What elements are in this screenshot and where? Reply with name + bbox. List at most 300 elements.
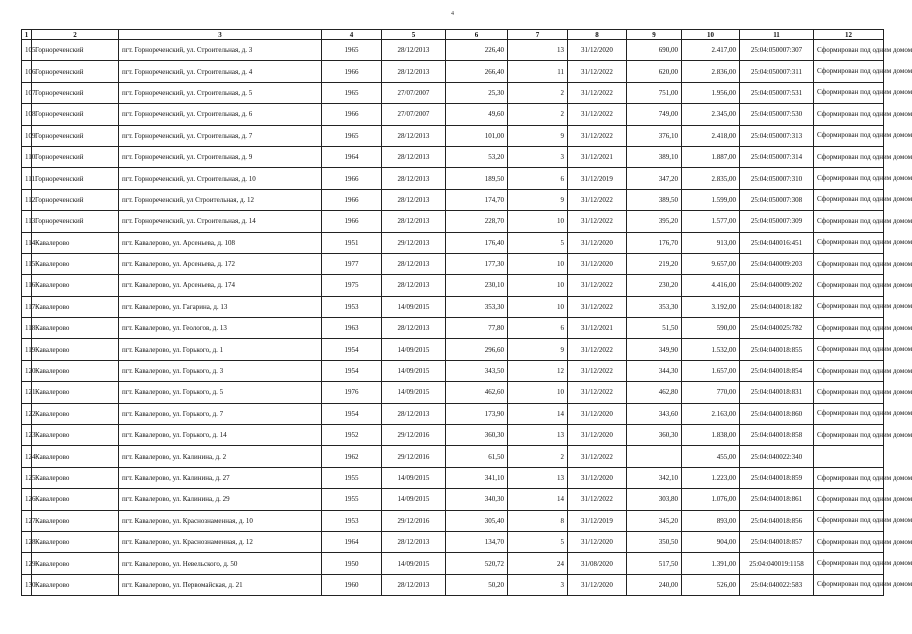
table-row [22, 82, 884, 103]
column-header-3: 3 [119, 30, 322, 40]
cell-area-2: 389,50 [627, 189, 682, 210]
cell-address: пгт. Кавалерово, ул. Краснознаменная, д. 10 [119, 510, 322, 531]
cell-residents: 3 [508, 574, 568, 595]
cell-row-number: 114 [22, 232, 32, 253]
cell-deadline: 31/12/2022 [568, 82, 627, 103]
cell-address: пгт. Горнореченский, ул. Строительная, д. 9 [119, 146, 322, 167]
cell-area-2: 347,20 [627, 168, 682, 189]
cell-area: 173,90 [446, 403, 508, 424]
cell-note: Сформирован под одним домом [814, 489, 884, 510]
cell-cadastral-number: 25:04:050007:531 [740, 82, 814, 103]
cell-residents: 5 [508, 531, 568, 552]
cell-area: 61,50 [446, 446, 508, 467]
cell-reg-date: 14/09/2015 [382, 360, 446, 381]
cell-address: пгт. Кавалерово, ул. Горького, д. 7 [119, 403, 322, 424]
cell-note: Сформирован под одним домом [814, 339, 884, 360]
cell-cadastral-number: 25:04:040009:202 [740, 275, 814, 296]
column-header-11: 11 [740, 30, 814, 40]
cell-area-2: 240,00 [627, 574, 682, 595]
cell-land-area: 1.577,00 [682, 211, 740, 232]
cell-address: пгт. Кавалерово, ул. Краснознаменная, д. 12 [119, 531, 322, 552]
table-row [22, 61, 884, 82]
cell-reg-date: 28/12/2013 [382, 403, 446, 424]
cell-residents: 9 [508, 189, 568, 210]
cell-land-area: 2.163,00 [682, 403, 740, 424]
cell-year-built: 1963 [322, 318, 382, 339]
cell-deadline: 31/12/2020 [568, 425, 627, 446]
cell-address: пгт. Кавалерово, ул. Арсеньева, д. 172 [119, 253, 322, 274]
cell-settlement: Кавалерово [32, 296, 119, 317]
cell-year-built: 1950 [322, 553, 382, 574]
cell-year-built: 1964 [322, 146, 382, 167]
cell-land-area: 1.599,00 [682, 189, 740, 210]
cell-land-area: 4.416,00 [682, 275, 740, 296]
cell-address: пгт. Горнореченский, ул. Строительная, д. 7 [119, 125, 322, 146]
cell-reg-date: 14/09/2015 [382, 339, 446, 360]
column-header-5: 5 [382, 30, 446, 40]
cell-year-built: 1951 [322, 232, 382, 253]
cell-cadastral-number: 25:04:050007:311 [740, 61, 814, 82]
cell-area-2: 344,30 [627, 360, 682, 381]
cell-land-area: 2.417,00 [682, 40, 740, 61]
cell-land-area: 590,00 [682, 318, 740, 339]
cell-row-number: 106 [22, 61, 32, 82]
cell-note: Сформирован под одним домом [814, 189, 884, 210]
cell-year-built: 1953 [322, 510, 382, 531]
cell-address: пгт. Кавалерово, ул. Калинина, д. 27 [119, 467, 322, 488]
cell-address: пгт. Кавалерово, ул. Геологов, д. 13 [119, 318, 322, 339]
cell-cadastral-number: 25:04:040025:782 [740, 318, 814, 339]
cell-deadline: 31/12/2022 [568, 125, 627, 146]
cell-reg-date: 27/07/2007 [382, 82, 446, 103]
cell-area: 462,60 [446, 382, 508, 403]
cell-row-number: 123 [22, 425, 32, 446]
cell-reg-date: 28/12/2013 [382, 531, 446, 552]
cell-year-built: 1964 [322, 531, 382, 552]
column-header-4: 4 [322, 30, 382, 40]
cell-reg-date: 28/12/2013 [382, 189, 446, 210]
cell-year-built: 1954 [322, 403, 382, 424]
cell-year-built: 1975 [322, 275, 382, 296]
cell-cadastral-number: 25:04:050007:530 [740, 104, 814, 125]
cell-cadastral-number: 25:04:040018:856 [740, 510, 814, 531]
column-header-1: 1 [22, 30, 32, 40]
cell-area-2: 690,00 [627, 40, 682, 61]
cell-cadastral-number: 25:04:050007:309 [740, 211, 814, 232]
cell-reg-date: 28/12/2013 [382, 275, 446, 296]
cell-land-area: 3.192,00 [682, 296, 740, 317]
cell-reg-date: 14/09/2015 [382, 489, 446, 510]
cell-reg-date: 28/12/2013 [382, 211, 446, 232]
cell-settlement: Кавалерово [32, 382, 119, 403]
cell-land-area: 1.076,00 [682, 489, 740, 510]
cell-land-area: 1.532,00 [682, 339, 740, 360]
cell-address: пгт. Горнореченский, ул. Строительная, д. 6 [119, 104, 322, 125]
cell-settlement: Кавалерово [32, 232, 119, 253]
cell-cadastral-number: 25:04:040018:859 [740, 467, 814, 488]
cell-deadline: 31/12/2020 [568, 467, 627, 488]
cell-area-2: 176,70 [627, 232, 682, 253]
cell-reg-date: 28/12/2013 [382, 253, 446, 274]
table-row [22, 168, 884, 189]
column-header-2: 2 [32, 30, 119, 40]
register-table [21, 29, 912, 596]
cell-address: пгт. Кавалерово, ул. Калинина, д. 2 [119, 446, 322, 467]
cell-note: Сформирован под одним домом [814, 104, 884, 125]
cell-year-built: 1965 [322, 125, 382, 146]
cell-land-area: 526,00 [682, 574, 740, 595]
cell-residents: 8 [508, 510, 568, 531]
cell-area-2: 360,30 [627, 425, 682, 446]
cell-area: 353,30 [446, 296, 508, 317]
cell-area-2: 349,90 [627, 339, 682, 360]
cell-note: Сформирован под одним домом [814, 360, 884, 381]
cell-year-built: 1976 [322, 382, 382, 403]
cell-settlement: Кавалерово [32, 425, 119, 446]
cell-row-number: 127 [22, 510, 32, 531]
cell-year-built: 1960 [322, 574, 382, 595]
cell-land-area: 770,00 [682, 382, 740, 403]
cell-row-number: 108 [22, 104, 32, 125]
cell-land-area: 913,00 [682, 232, 740, 253]
cell-year-built: 1962 [322, 446, 382, 467]
table-row [22, 446, 884, 467]
cell-year-built: 1954 [322, 360, 382, 381]
table-row [22, 296, 884, 317]
cell-land-area: 1.223,00 [682, 467, 740, 488]
cell-land-area: 1.838,00 [682, 425, 740, 446]
cell-cadastral-number: 25:04:040016:451 [740, 232, 814, 253]
cell-residents: 5 [508, 232, 568, 253]
cell-deadline: 31/12/2020 [568, 531, 627, 552]
cell-year-built: 1955 [322, 489, 382, 510]
table-row [22, 553, 884, 574]
cell-note: Сформирован под одним домом [814, 531, 884, 552]
table-row [22, 125, 884, 146]
table-row [22, 531, 884, 552]
cell-deadline: 31/12/2022 [568, 104, 627, 125]
cell-area: 520,72 [446, 553, 508, 574]
cell-address: пгт. Горнореченский, ул. Строительная, д. 14 [119, 211, 322, 232]
cell-note: Сформирован под одним домом [814, 168, 884, 189]
cell-address: пгт. Кавалерово, ул. Первомайская, д. 21 [119, 574, 322, 595]
cell-settlement: Кавалерово [32, 489, 119, 510]
cell-year-built: 1966 [322, 168, 382, 189]
cell-area-2: 389,10 [627, 146, 682, 167]
cell-deadline: 31/12/2022 [568, 446, 627, 467]
cell-address: пгт. Кавалерово, ул. Невельского, д. 50 [119, 553, 322, 574]
cell-settlement: Горнореченский [32, 189, 119, 210]
table-row [22, 489, 884, 510]
cell-deadline: 31/12/2022 [568, 489, 627, 510]
cell-area-2: 230,20 [627, 275, 682, 296]
cell-deadline: 31/12/2022 [568, 360, 627, 381]
cell-address: пгт. Горнореченский, ул. Строительная, д. 10 [119, 168, 322, 189]
cell-note: Сформирован под одним домом [814, 61, 884, 82]
cell-row-number: 130 [22, 574, 32, 595]
cell-reg-date: 29/12/2013 [382, 232, 446, 253]
cell-land-area: 1.956,00 [682, 82, 740, 103]
cell-area: 134,70 [446, 531, 508, 552]
cell-deadline: 31/12/2022 [568, 382, 627, 403]
cell-cadastral-number: 25:04:040018:182 [740, 296, 814, 317]
cell-residents: 9 [508, 339, 568, 360]
cell-area: 53,20 [446, 146, 508, 167]
cell-deadline: 31/08/2020 [568, 553, 627, 574]
cell-area-2: 342,10 [627, 467, 682, 488]
cell-note: Сформирован под одним домом [814, 40, 884, 61]
cell-year-built: 1955 [322, 467, 382, 488]
cell-note: Сформирован под одним домом [814, 574, 884, 595]
cell-area-2: 462,80 [627, 382, 682, 403]
cell-land-area: 2.418,00 [682, 125, 740, 146]
cell-area: 226,40 [446, 40, 508, 61]
cell-cadastral-number: 25:04:050007:308 [740, 189, 814, 210]
cell-deadline: 31/12/2020 [568, 232, 627, 253]
cell-address: пгт. Кавалерово, ул. Горького, д. 14 [119, 425, 322, 446]
table-row [22, 318, 884, 339]
cell-land-area: 904,00 [682, 531, 740, 552]
cell-cadastral-number: 25:04:040018:831 [740, 382, 814, 403]
cell-year-built: 1966 [322, 61, 382, 82]
cell-area: 228,70 [446, 211, 508, 232]
cell-residents: 13 [508, 425, 568, 446]
cell-cadastral-number: 25:04:040018:858 [740, 425, 814, 446]
cell-note: Сформирован под одним домом [814, 425, 884, 446]
cell-settlement: Кавалерово [32, 403, 119, 424]
cell-area-2: 620,00 [627, 61, 682, 82]
cell-area: 343,50 [446, 360, 508, 381]
cell-residents: 3 [508, 146, 568, 167]
cell-settlement: Кавалерово [32, 318, 119, 339]
cell-note: Сформирован под одним домом [814, 382, 884, 403]
table-row [22, 40, 884, 61]
cell-residents: 12 [508, 360, 568, 381]
cell-row-number: 118 [22, 318, 32, 339]
cell-area-2: 219,20 [627, 253, 682, 274]
cell-area: 341,10 [446, 467, 508, 488]
cell-area-2: 376,10 [627, 125, 682, 146]
cell-residents: 14 [508, 489, 568, 510]
cell-settlement: Горнореченский [32, 61, 119, 82]
cell-address: пгт. Кавалерово, ул. Горького, д. 5 [119, 382, 322, 403]
table-row [22, 104, 884, 125]
cell-area: 50,20 [446, 574, 508, 595]
cell-row-number: 128 [22, 531, 32, 552]
cell-residents: 10 [508, 296, 568, 317]
cell-reg-date: 29/12/2016 [382, 446, 446, 467]
cell-area-2 [627, 446, 682, 467]
cell-area: 101,00 [446, 125, 508, 146]
cell-cadastral-number: 25:04:040022:340 [740, 446, 814, 467]
cell-residents: 10 [508, 253, 568, 274]
cell-area: 305,40 [446, 510, 508, 531]
cell-year-built: 1966 [322, 211, 382, 232]
cell-reg-date: 28/12/2013 [382, 125, 446, 146]
cell-row-number: 124 [22, 446, 32, 467]
cell-note: Сформирован под одним домом [814, 296, 884, 317]
cell-settlement: Кавалерово [32, 339, 119, 360]
cell-cadastral-number: 25:04:040019:1158 [740, 553, 814, 574]
cell-deadline: 31/12/2020 [568, 403, 627, 424]
cell-row-number: 126 [22, 489, 32, 510]
cell-row-number: 111 [22, 168, 32, 189]
cell-settlement: Кавалерово [32, 574, 119, 595]
cell-reg-date: 14/09/2015 [382, 382, 446, 403]
cell-area: 360,30 [446, 425, 508, 446]
cell-land-area: 893,00 [682, 510, 740, 531]
cell-area: 49,60 [446, 104, 508, 125]
cell-reg-date: 29/12/2016 [382, 510, 446, 531]
cell-area: 177,30 [446, 253, 508, 274]
cell-land-area: 1.657,00 [682, 360, 740, 381]
cell-year-built: 1966 [322, 189, 382, 210]
cell-deadline: 31/12/2021 [568, 318, 627, 339]
cell-cadastral-number: 25:04:040018:861 [740, 489, 814, 510]
cell-note: Сформирован под одним домом [814, 232, 884, 253]
cell-row-number: 115 [22, 253, 32, 274]
cell-residents: 13 [508, 467, 568, 488]
cell-row-number: 112 [22, 189, 32, 210]
cell-row-number: 109 [22, 125, 32, 146]
cell-land-area: 2.835,00 [682, 168, 740, 189]
cell-cadastral-number: 25:04:050007:313 [740, 125, 814, 146]
cell-area: 25,30 [446, 82, 508, 103]
cell-deadline: 31/12/2022 [568, 275, 627, 296]
cell-address: пгт. Горнореченский, ул. Строительная, д. 5 [119, 82, 322, 103]
cell-area: 77,80 [446, 318, 508, 339]
cell-row-number: 116 [22, 275, 32, 296]
cell-reg-date: 28/12/2013 [382, 146, 446, 167]
table-row [22, 425, 884, 446]
cell-note: Сформирован под одним домом [814, 403, 884, 424]
cell-note: Сформирован под одним домом [814, 146, 884, 167]
cell-deadline: 31/12/2019 [568, 510, 627, 531]
cell-settlement: Горнореченский [32, 146, 119, 167]
cell-reg-date: 28/12/2013 [382, 318, 446, 339]
cell-reg-date: 29/12/2016 [382, 425, 446, 446]
cell-cadastral-number: 25:04:050007:314 [740, 146, 814, 167]
cell-settlement: Кавалерово [32, 446, 119, 467]
column-header-9: 9 [627, 30, 682, 40]
cell-address: пгт. Кавалерово, ул. Калинина, д. 29 [119, 489, 322, 510]
cell-address: пгт. Кавалерово, ул. Горького, д. 3 [119, 360, 322, 381]
cell-settlement: Горнореченский [32, 168, 119, 189]
cell-deadline: 31/12/2020 [568, 574, 627, 595]
cell-address: пгт. Кавалерово, ул. Арсеньева, д. 108 [119, 232, 322, 253]
cell-year-built: 1965 [322, 82, 382, 103]
cell-residents: 10 [508, 275, 568, 296]
cell-reg-date: 27/07/2007 [382, 104, 446, 125]
cell-residents: 13 [508, 40, 568, 61]
cell-reg-date: 28/12/2013 [382, 574, 446, 595]
cell-residents: 6 [508, 318, 568, 339]
table-row [22, 339, 884, 360]
cell-residents: 2 [508, 82, 568, 103]
cell-settlement: Горнореченский [32, 40, 119, 61]
cell-residents: 2 [508, 104, 568, 125]
cell-area: 266,40 [446, 61, 508, 82]
cell-cadastral-number: 25:04:040022:583 [740, 574, 814, 595]
cell-settlement: Кавалерово [32, 253, 119, 274]
cell-settlement: Кавалерово [32, 510, 119, 531]
cell-row-number: 129 [22, 553, 32, 574]
cell-residents: 6 [508, 168, 568, 189]
cell-deadline: 31/12/2022 [568, 339, 627, 360]
cell-cadastral-number: 25:04:040018:854 [740, 360, 814, 381]
cell-note: Сформирован под одним домом [814, 510, 884, 531]
table-row [22, 189, 884, 210]
cell-row-number: 122 [22, 403, 32, 424]
cell-area-2: 749,00 [627, 104, 682, 125]
cell-cadastral-number: 25:04:040009:203 [740, 253, 814, 274]
cell-cadastral-number: 25:04:040018:857 [740, 531, 814, 552]
cell-address: пгт. Кавалерово, ул. Горького, д. 1 [119, 339, 322, 360]
cell-settlement: Кавалерово [32, 467, 119, 488]
cell-year-built: 1966 [322, 104, 382, 125]
cell-note: Сформирован под одним домом [814, 125, 884, 146]
header-row [22, 30, 884, 40]
cell-note: Сформирован под одним домом [814, 82, 884, 103]
table-row [22, 275, 884, 296]
cell-note: Сформирован под одним домом [814, 318, 884, 339]
cell-area: 174,70 [446, 189, 508, 210]
table-row [22, 510, 884, 531]
table-row [22, 382, 884, 403]
cell-area: 230,10 [446, 275, 508, 296]
cell-note: Сформирован под одним домом [814, 553, 884, 574]
cell-deadline: 31/12/2021 [568, 146, 627, 167]
cell-address: пгт. Кавалерово, ул. Арсеньева, д. 174 [119, 275, 322, 296]
cell-residents: 2 [508, 446, 568, 467]
table-row [22, 232, 884, 253]
cell-settlement: Кавалерово [32, 531, 119, 552]
table-row [22, 146, 884, 167]
cell-deadline: 31/12/2022 [568, 296, 627, 317]
cell-land-area: 2.345,00 [682, 104, 740, 125]
cell-address: пгт. Горнореченский, ул Строительная, д. 12 [119, 189, 322, 210]
table-row [22, 467, 884, 488]
cell-deadline: 31/12/2020 [568, 40, 627, 61]
cell-area-2: 343,60 [627, 403, 682, 424]
cell-note: Сформирован под одним домом [814, 467, 884, 488]
cell-year-built: 1977 [322, 253, 382, 274]
cell-deadline: 31/12/2019 [568, 168, 627, 189]
cell-land-area: 455,00 [682, 446, 740, 467]
cell-residents: 9 [508, 125, 568, 146]
cell-reg-date: 28/12/2013 [382, 168, 446, 189]
cell-reg-date: 28/12/2013 [382, 61, 446, 82]
cell-area: 340,30 [446, 489, 508, 510]
cell-cadastral-number: 25:04:040018:855 [740, 339, 814, 360]
cell-area-2: 350,50 [627, 531, 682, 552]
page-mark: 4 [451, 11, 454, 17]
cell-deadline: 31/12/2022 [568, 189, 627, 210]
cell-note [814, 446, 884, 467]
cell-row-number: 110 [22, 146, 32, 167]
column-header-12: 12 [814, 30, 884, 40]
column-header-8: 8 [568, 30, 627, 40]
cell-land-area: 1.391,00 [682, 553, 740, 574]
cell-deadline: 31/12/2020 [568, 253, 627, 274]
cell-area-2: 395,20 [627, 211, 682, 232]
cell-year-built: 1952 [322, 425, 382, 446]
cell-note: Сформирован под одним домом [814, 253, 884, 274]
cell-area-2: 51,50 [627, 318, 682, 339]
cell-address: пгт. Горнореченский, ул. Строительная, д. 4 [119, 61, 322, 82]
cell-cadastral-number: 25:04:050007:310 [740, 168, 814, 189]
cell-residents: 11 [508, 61, 568, 82]
